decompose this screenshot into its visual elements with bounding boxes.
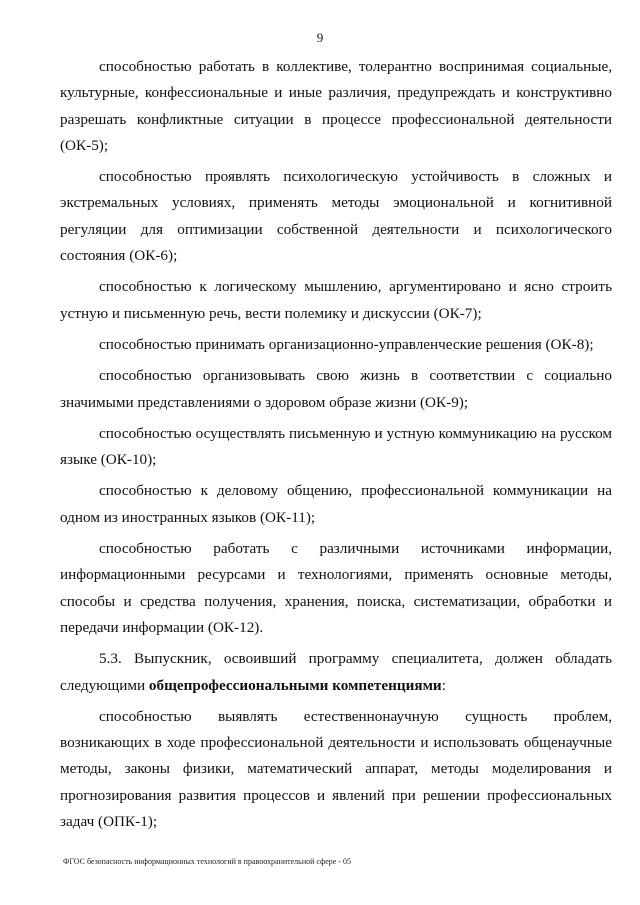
section-5-3-intro: 5.3. Выпускник, освоивший программу специалитета, должен обладать следующими	[60, 650, 612, 694]
paragraph-ok-10: способностью осуществлять письменную и устную коммуникацию на русском языке (ОК-10);	[60, 424, 612, 469]
paragraph-ok-5: способностью работать в коллективе, толерантно воспринимая социальные, культурные, конфессиональные и иные различия, предупреждать и конструктивно разрешать конфликтные ситуации в процессе профессиональной деятельности (ОК-5);	[60, 58, 612, 154]
page-number: 9	[316, 30, 324, 45]
section-5-3-heading	[60, 646, 612, 699]
section-5-3-emphasis: общепрофессиональными компетенциями	[148, 676, 442, 694]
page-footer: ФГОС безопасность информационных технологий в правоохранительной сфере - 05	[63, 857, 351, 866]
paragraph-opk-1: способностью выявлять естественнонаучную сущность проблем, возникающих в ходе профессиональной деятельности и использовать общенаучные методы, законы физики, математический аппарат, методы моделирования и прогнозирования развития процессов и явлений при решении профессиональных задач (ОПК-1);	[60, 707, 612, 831]
paragraph-ok-6: способностью проявлять психологическую устойчивость в сложных и экстремальных условиях, применять методы эмоциональной и когнитивной регуляции для оптимизации собственной деятельности и психологического состояния (ОК-6);	[60, 168, 612, 265]
document-body	[60, 54, 612, 840]
paragraph-ok-8: способностью принимать организационно-управленческие решения (ОК-8);	[99, 335, 594, 353]
paragraph-ok-12: способностью работать с различными источниками информации, информационными ресурсами и технологиями, применять основные методы, способы и средства получения, хранения, поиска, систематизации, обработки и передачи информации (ОК-12).	[60, 540, 612, 636]
paragraph-ok-7: способностью к логическому мышлению, аргументировано и ясно строить устную и письменную речь, вести полемику и дискуссии (ОК-7);	[60, 278, 612, 322]
section-5-3-tail: :	[441, 676, 446, 694]
paragraph-ok-11: способностью к деловому общению, профессиональной коммуникации на одном из иностранных языков (ОК-11);	[60, 482, 612, 526]
paragraph-ok-9: способностью организовывать свою жизнь в соответствии с социально значимыми представлениями о здоровом образе жизни (ОК-9);	[60, 367, 612, 411]
